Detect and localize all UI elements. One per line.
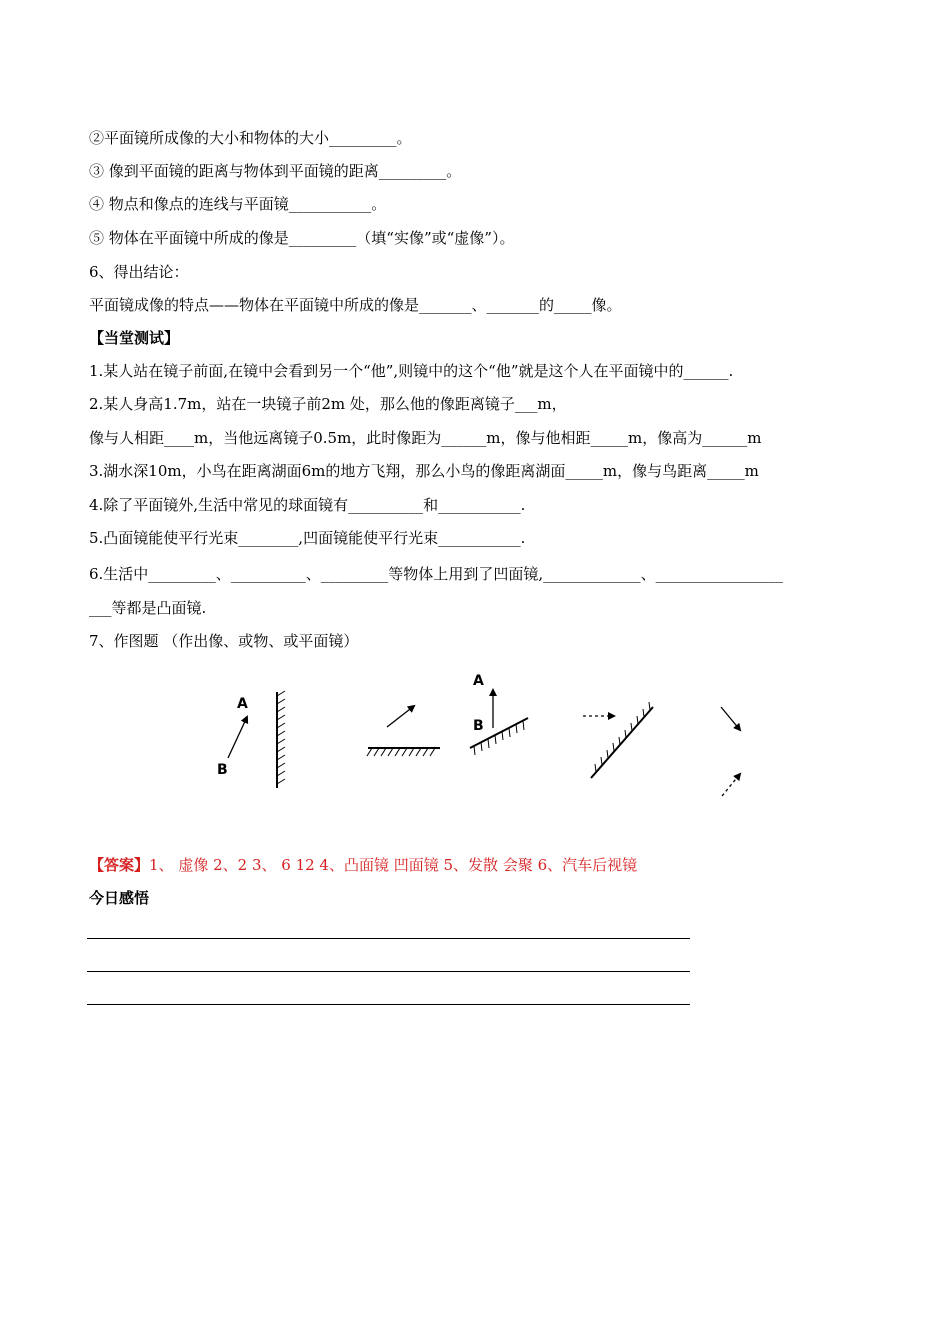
question-4: 4.除了平面镜外,生活中常见的球面镜有__________和___________. xyxy=(89,496,526,514)
question-5: 5.凸面镜能使平行光束________,凹面镜能使平行光束___________. xyxy=(89,529,526,547)
question-2-part-a: 2.某人身高1.7m，站在一块镜子前2m 处，那么他的像距离镜子___m， xyxy=(89,395,567,413)
text-line-connection: ④ 物点和像点的连线与平面镜___________。 xyxy=(89,195,387,213)
question-2-part-b: 像与人相距____m，当他远离镜子0.5m，此时像距为______m，像与他相距_____m，像高为______m xyxy=(89,429,762,447)
label-b-1: B xyxy=(217,762,228,778)
reflection-line-2 xyxy=(87,971,690,972)
reflection-line-3 xyxy=(87,1004,690,1005)
answer-line xyxy=(89,855,637,875)
figure-2-horizontal-mirror xyxy=(367,706,440,756)
question-7: 7、作图题 （作出像、或物、或平面镜） xyxy=(89,632,359,650)
label-a-1: A xyxy=(237,696,248,712)
question-6-part-a: 6.生活中_________、__________、_________等物体上用到了凹面镜,_____________、_________________ xyxy=(89,565,784,583)
label-b-3: B xyxy=(473,718,484,734)
question-1: 1.某人站在镜子前面,在镜中会看到另一个“他”,则镜中的这个“他”就是这个人在平面镜中的______. xyxy=(89,362,734,380)
figure-4-inclined-mirror xyxy=(583,702,653,778)
question-6-part-b: ___等都是凸面镜. xyxy=(89,599,207,617)
question-3: 3.湖水深10m，小鸟在距离湖面6m的地方飞翔，那么小鸟的像距离湖面_____m，像与鸟距离_____m xyxy=(89,462,759,480)
section-title-test: 【当堂测试】 xyxy=(89,329,180,347)
label-a-3: A xyxy=(473,673,484,689)
text-line-conclusion-heading: 6、得出结论： xyxy=(89,263,189,281)
answer-text: 1、 虚像 2、2 3、 6 12 4、凸面镜 凹面镜 5、发散 会聚 6、汽车后视镜 xyxy=(149,856,638,874)
text-line-conclusion: 平面镜成像的特点——物体在平面镜中所成的像是_______、_______的_____像。 xyxy=(89,296,622,314)
text-line-distance: ③ 像到平面镜的距离与物体到平面镜的距离_________。 xyxy=(89,162,462,180)
mirror-diagrams xyxy=(0,660,950,810)
answer-bracket: 【答案】 xyxy=(89,856,150,874)
figure-1-vertical-mirror xyxy=(217,691,285,788)
reflection-title: 今日感悟 xyxy=(89,889,150,907)
reflection-line-1 xyxy=(87,938,690,939)
text-line-image-type: ⑤ 物体在平面镜中所成的像是_________（填“实像”或“虚像”）。 xyxy=(89,229,515,247)
text-line-size: ②平面镜所成像的大小和物体的大小_________。 xyxy=(89,129,412,147)
figure-5-rays xyxy=(721,707,740,796)
figure-3-inclined-mirror xyxy=(470,673,528,755)
